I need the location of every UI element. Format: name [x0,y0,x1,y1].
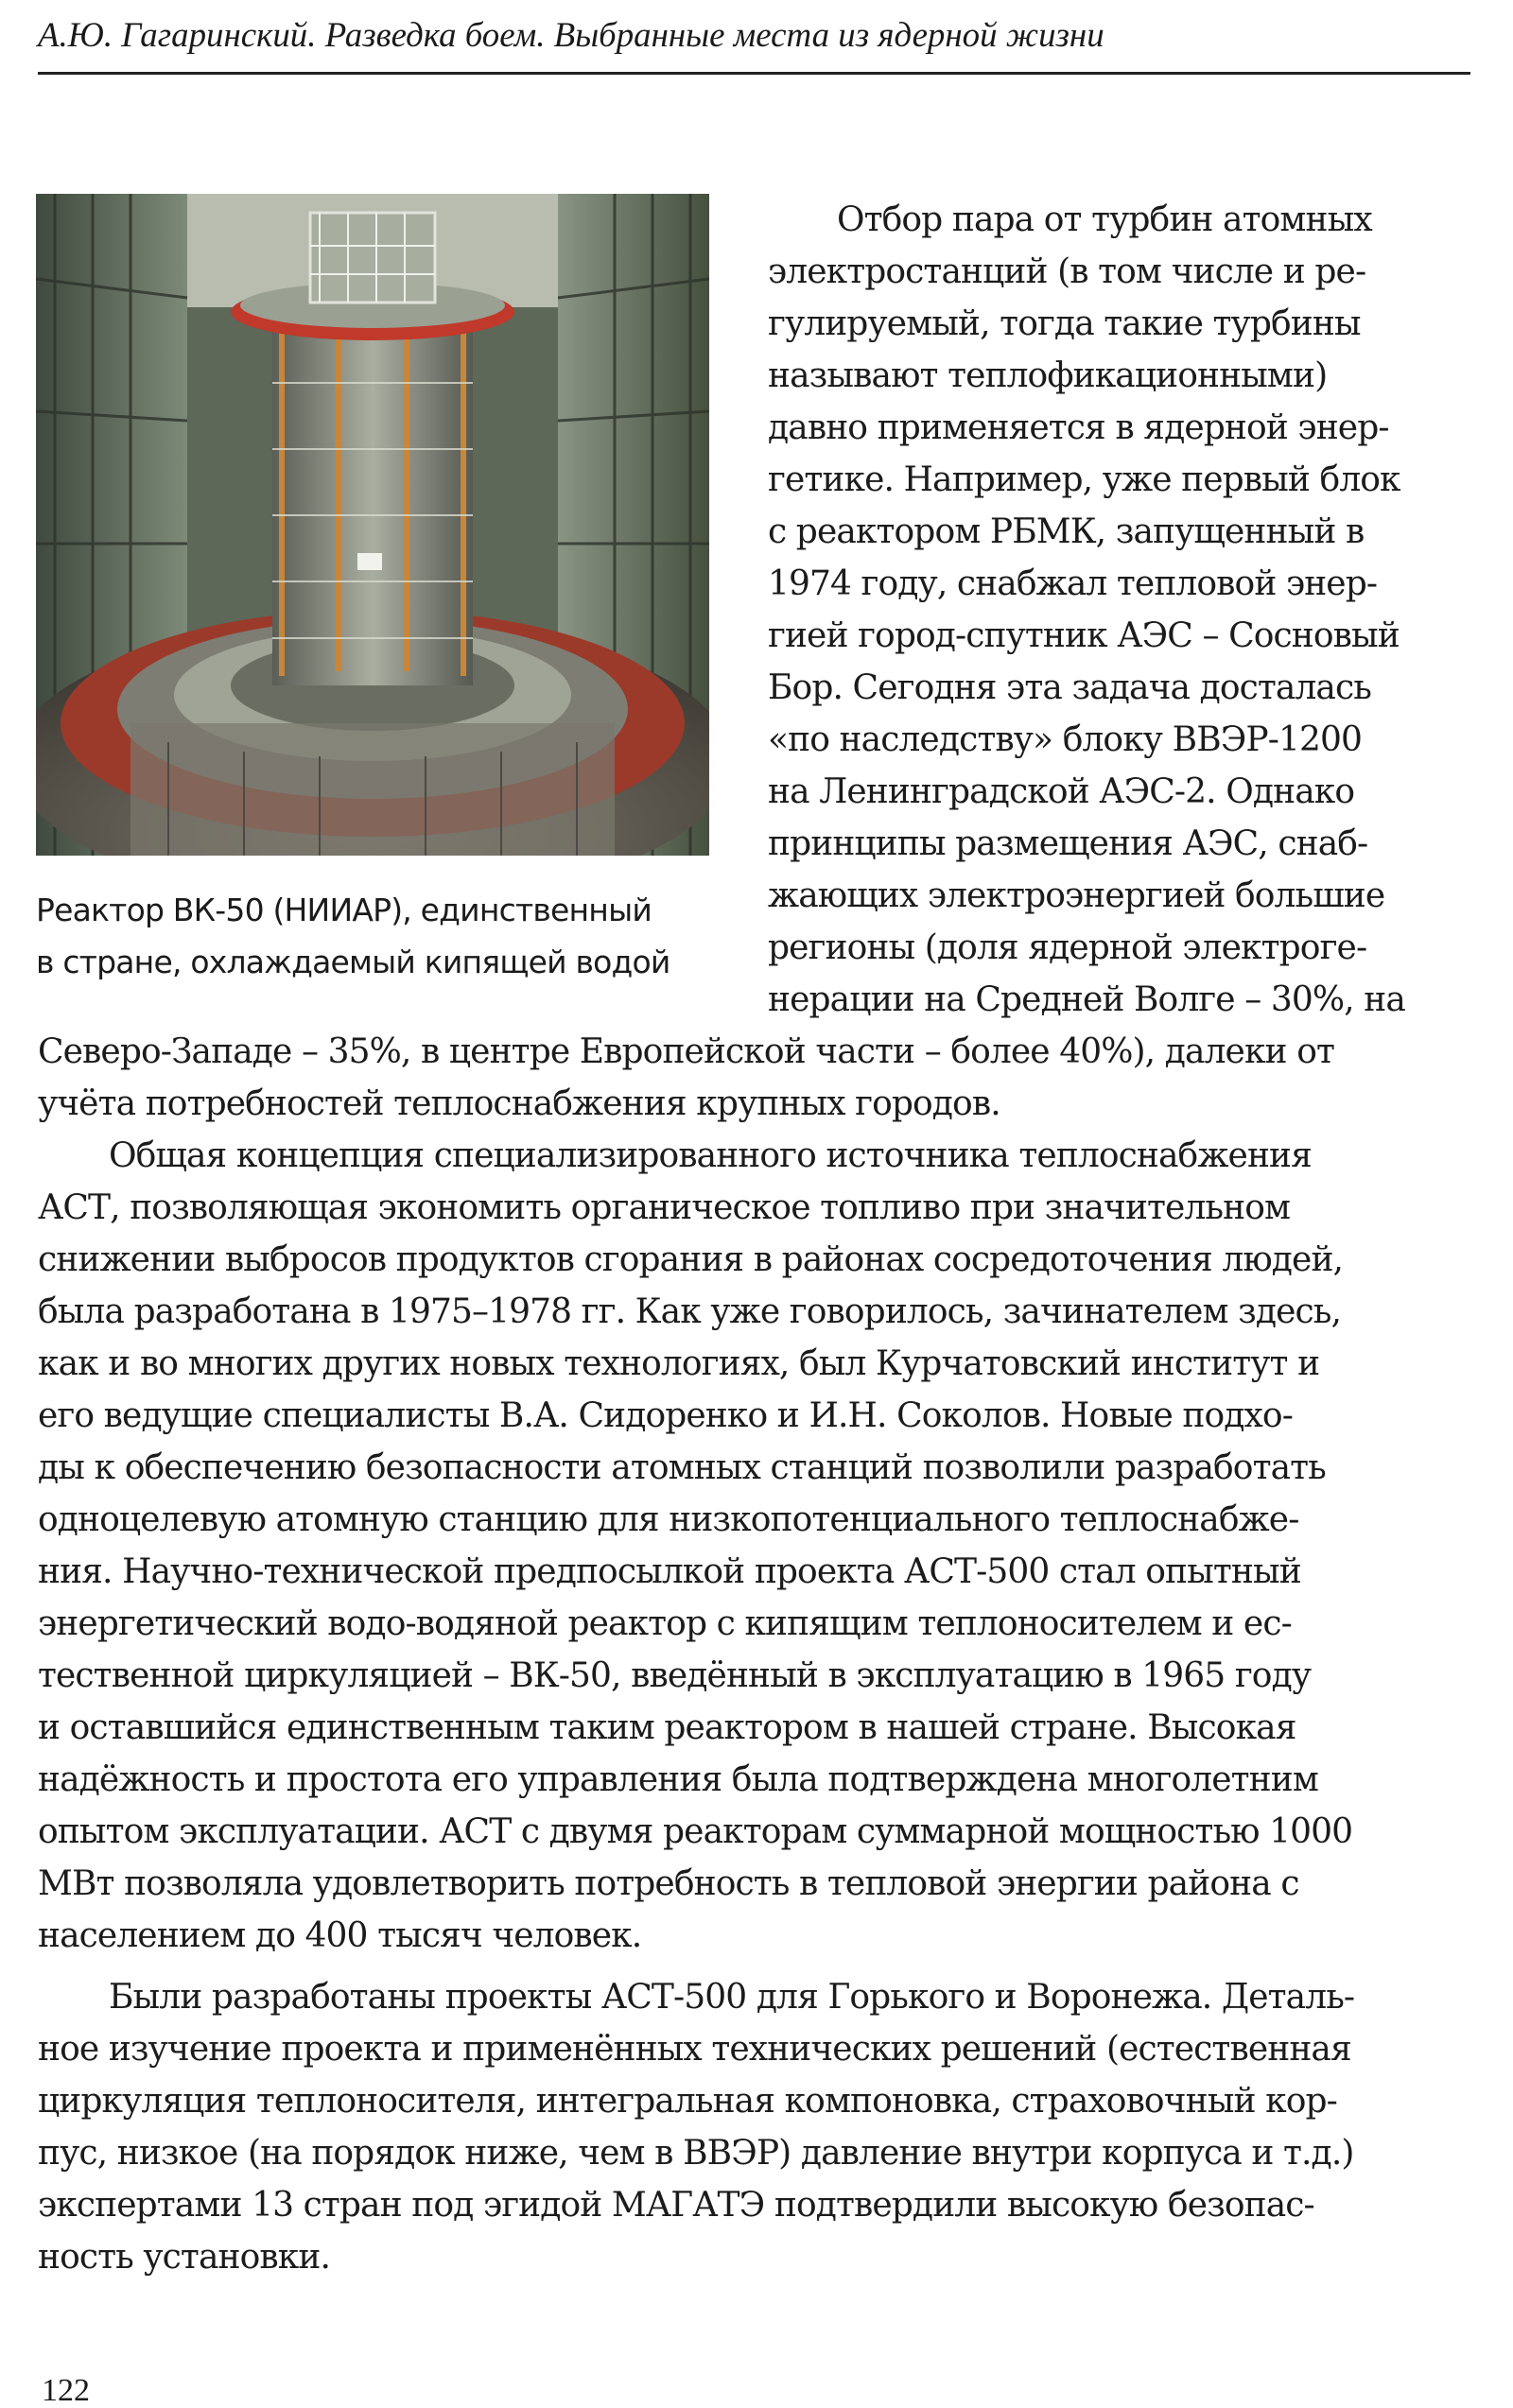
reactor-photo-icon [36,194,709,856]
body-line: называют теплофикационными) [768,356,1328,395]
body-line: Северо-Западе – 35%, в центре Европейской части – более 40%), далеки от [38,1032,1334,1071]
body-line: как и во многих других новых технологиях, был Курчатовский институт и [38,1344,1320,1383]
body-line: гией город-спутник АЭС – Сосновый [768,616,1400,655]
body-line: экспертами 13 стран под эгидой МАГАТЭ подтвердили высокую безопас- [38,2186,1314,2225]
body-line: регионы (доля ядерной электроге- [768,928,1367,967]
body-line: на Ленинградской АЭС-2. Однако [768,772,1355,811]
running-header: А.Ю. Гагаринский. Разведка боем. Выбранные места из ядерной жизни [38,16,1104,55]
body-line: жающих электроэнергией большие [768,876,1385,915]
body-line: электростанций (в том числе и ре- [768,252,1366,291]
body-line: Общая концепция специализированного источника теплоснабжения [109,1136,1312,1175]
body-line: ность установки. [38,2238,330,2277]
body-line: его ведущие специалисты В.А. Сидоренко и И.Н. Соколов. Новые подхо- [38,1396,1293,1435]
body-line: пус, низкое (на порядок ниже, чем в ВВЭР) давление внутри корпуса и т.д.) [38,2134,1354,2173]
body-line: ды к обеспечению безопасности атомных станций позволили разработать [38,1448,1326,1487]
body-line: АСТ, позволяющая экономить органическое топливо при значительном [38,1188,1291,1227]
body-line: одноцелевую атомную станцию для низкопотенциального теплоснабже- [38,1500,1299,1539]
body-line: нерации на Средней Волге – 30%, на [768,980,1405,1019]
body-line: гулируемый, тогда такие турбины [768,304,1361,343]
body-line: давно применяется в ядерной энер- [768,408,1389,447]
body-line: населением до 400 тысяч человек. [38,1916,642,1955]
body-line: ное изучение проекта и применённых технических решений (естественная [38,2030,1351,2069]
reactor-photo [36,194,709,856]
body-line: опытом эксплуатации. АСТ с двумя реакторам суммарной мощностью 1000 [38,1812,1353,1851]
header-rule [38,72,1470,75]
body-line: учёта потребностей теплоснабжения крупных городов. [38,1084,1000,1123]
body-line: ния. Научно-технической предпосылкой проекта АСТ-500 стал опытный [38,1552,1301,1591]
body-line: и оставшийся единственным таким реактором в нашей стране. Высокая [38,1708,1296,1747]
body-line: тественной циркуляцией – ВК-50, введённый в эксплуатацию в 1965 году [38,1656,1312,1695]
body-line: энергетический водо-водяной реактор с кипящим теплоносителем и ес- [38,1604,1292,1643]
body-line: с реактором РБМК, запущенный в [768,512,1365,551]
figure-caption [36,884,717,988]
body-line: Отбор пара от турбин атомных [837,200,1372,239]
page-number: 122 [42,2373,90,2408]
body-line: гетике. Например, уже первый блок [768,460,1400,499]
body-line: была разработана в 1975–1978 гг. Как уже говорилось, зачинателем здесь, [38,1292,1341,1331]
body-line: снижении выбросов продуктов сгорания в районах сосредоточения людей, [38,1240,1344,1279]
body-line: 1974 году, снабжал тепловой энер- [768,564,1378,603]
body-line: МВт позволяла удовлетворить потребность в тепловой энергии района с [38,1864,1299,1903]
body-line: Бор. Сегодня эта задача досталась [768,668,1371,707]
caption-line: Реактор ВК-50 (НИИАР), единственный [36,892,652,928]
body-line: циркуляция теплоносителя, интегральная компоновка, страховочный кор- [38,2082,1337,2121]
body-line: принципы размещения АЭС, снаб- [768,824,1368,863]
body-line: Были разработаны проекты АСТ-500 для Горького и Воронежа. Деталь- [109,1978,1355,2017]
caption-line: в стране, охлаждаемый кипящей водой [36,944,670,980]
body-line: надёжность и простота его управления была подтверждена многолетним [38,1760,1318,1799]
body-line: «по наследству» блоку ВВЭР-1200 [768,720,1362,759]
